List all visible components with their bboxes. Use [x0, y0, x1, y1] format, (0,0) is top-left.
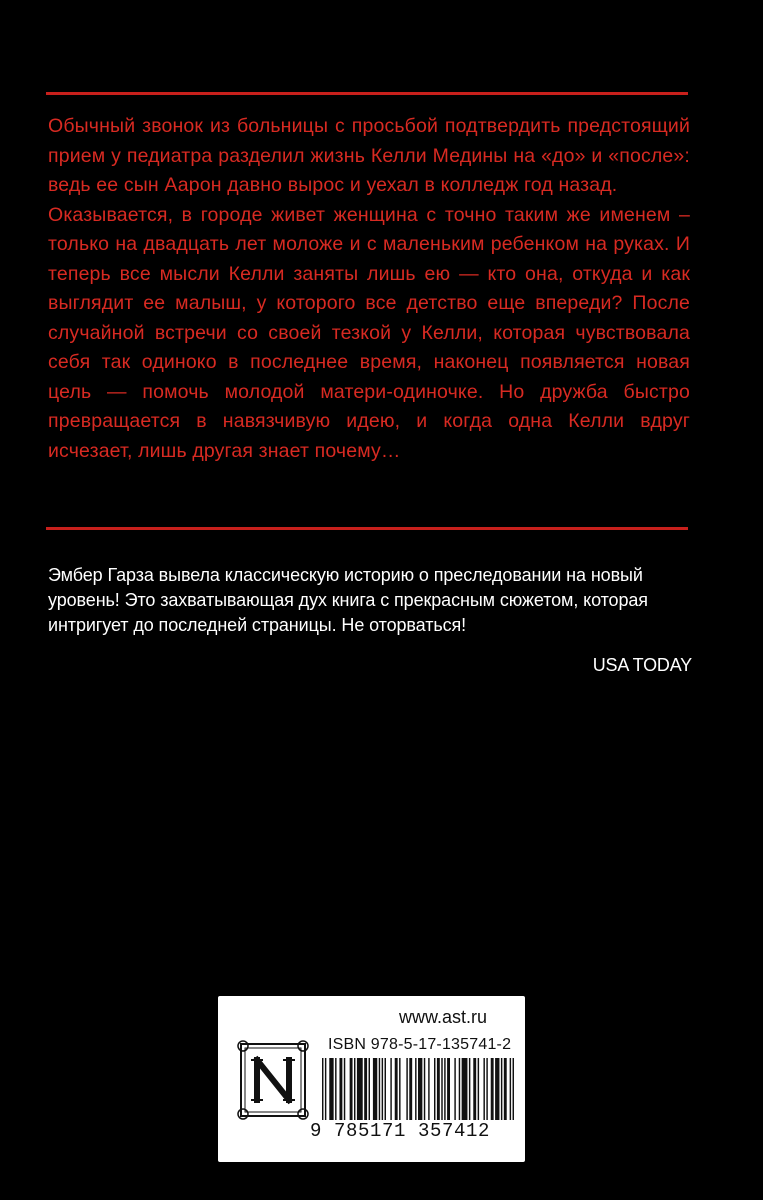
barcode-bar	[395, 1058, 398, 1120]
barcode-bar	[322, 1058, 323, 1120]
barcode-bar	[441, 1058, 442, 1120]
barcode-bar	[504, 1058, 507, 1120]
barcode-bar	[469, 1058, 470, 1120]
barcode-bar	[428, 1058, 429, 1120]
barcode-bar	[478, 1058, 479, 1120]
barcode-bar	[459, 1058, 460, 1120]
blurb-paragraph-1: Обычный звонок из больницы с просьбой подтвердить предстоящий прием у педиатра разделил жизнь Келли Медины на «до» и «после»: ведь ее сын Аарон давно вырос и уехал в колледж год назад.	[48, 115, 690, 196]
barcode-bar	[415, 1058, 416, 1120]
barcode-bar	[513, 1058, 514, 1120]
barcode-bar	[329, 1058, 333, 1120]
barcode-bar	[357, 1058, 363, 1120]
barcode-bar	[406, 1058, 407, 1120]
barcode-bar	[369, 1058, 370, 1120]
publisher-logo-icon	[235, 1038, 311, 1122]
blurb-paragraph-2: Оказывается, в городе живет женщина с точно таким же именем – только на двадцать лет моложе и с маленьким ребенком на руках. И теперь все мысли Келли заняты лишь ею — кто она, откуда и как выглядит ее малыш, у которого все детство еще впереди? После случайной встречи со своей тезкой у Келли, которая чувствовала себя так одиноко в последнее время, наконец появляется новая цель — помочь молодой матери-одиночке. Но дружба быстро превращается в навязчивую идею, и когда одна Келли вдруг исчезает, лишь другая знает почему…	[48, 203, 690, 462]
barcode-bar	[390, 1058, 391, 1120]
barcode-bar	[373, 1058, 377, 1120]
barcode-bar	[409, 1058, 412, 1120]
barcode-bar	[447, 1058, 450, 1120]
barcode-bars	[322, 1058, 514, 1120]
barcode-bar	[385, 1058, 386, 1120]
barcode-bar	[344, 1058, 345, 1120]
barcode-bar	[510, 1058, 511, 1120]
barcode-bar	[399, 1058, 400, 1120]
barcode-bar	[325, 1058, 326, 1120]
review-quote	[48, 563, 698, 678]
barcode-bar	[473, 1058, 476, 1120]
barcode-bar	[379, 1058, 380, 1120]
top-divider	[46, 92, 688, 95]
barcode-panel	[218, 996, 525, 1162]
barcode-bar	[454, 1058, 455, 1120]
barcode-bar	[418, 1058, 422, 1120]
bottom-divider	[46, 527, 688, 530]
barcode-bar	[444, 1058, 445, 1120]
barcode-bar	[382, 1058, 383, 1120]
barcode-digits: 9 785171 357412	[310, 1120, 491, 1142]
barcode-bar	[483, 1058, 484, 1120]
barcode-bar	[434, 1058, 435, 1120]
review-text: Эмбер Гарза вывела классическую историю о преследовании на новый уровень! Это захватывающая дух книга с прекрасным сюжетом, которая интригует до последней страницы. Не оторваться!	[48, 565, 648, 635]
barcode-bar	[501, 1058, 502, 1120]
barcode-bar	[424, 1058, 425, 1120]
book-blurb	[48, 112, 690, 466]
publisher-website: www.ast.ru	[398, 1007, 487, 1027]
barcode-bar	[462, 1058, 468, 1120]
barcode-bar	[335, 1058, 336, 1120]
barcode-bar	[437, 1058, 440, 1120]
review-source: USA TODAY	[592, 655, 692, 675]
barcode-bar	[491, 1058, 494, 1120]
isbn-label: ISBN 978-5-17-135741-2	[328, 1036, 512, 1053]
barcode-bar	[495, 1058, 499, 1120]
barcode-bar	[354, 1058, 355, 1120]
barcode-bar	[350, 1058, 353, 1120]
barcode-bar	[486, 1058, 487, 1120]
barcode-bar	[339, 1058, 342, 1120]
barcode-bar	[364, 1058, 367, 1120]
